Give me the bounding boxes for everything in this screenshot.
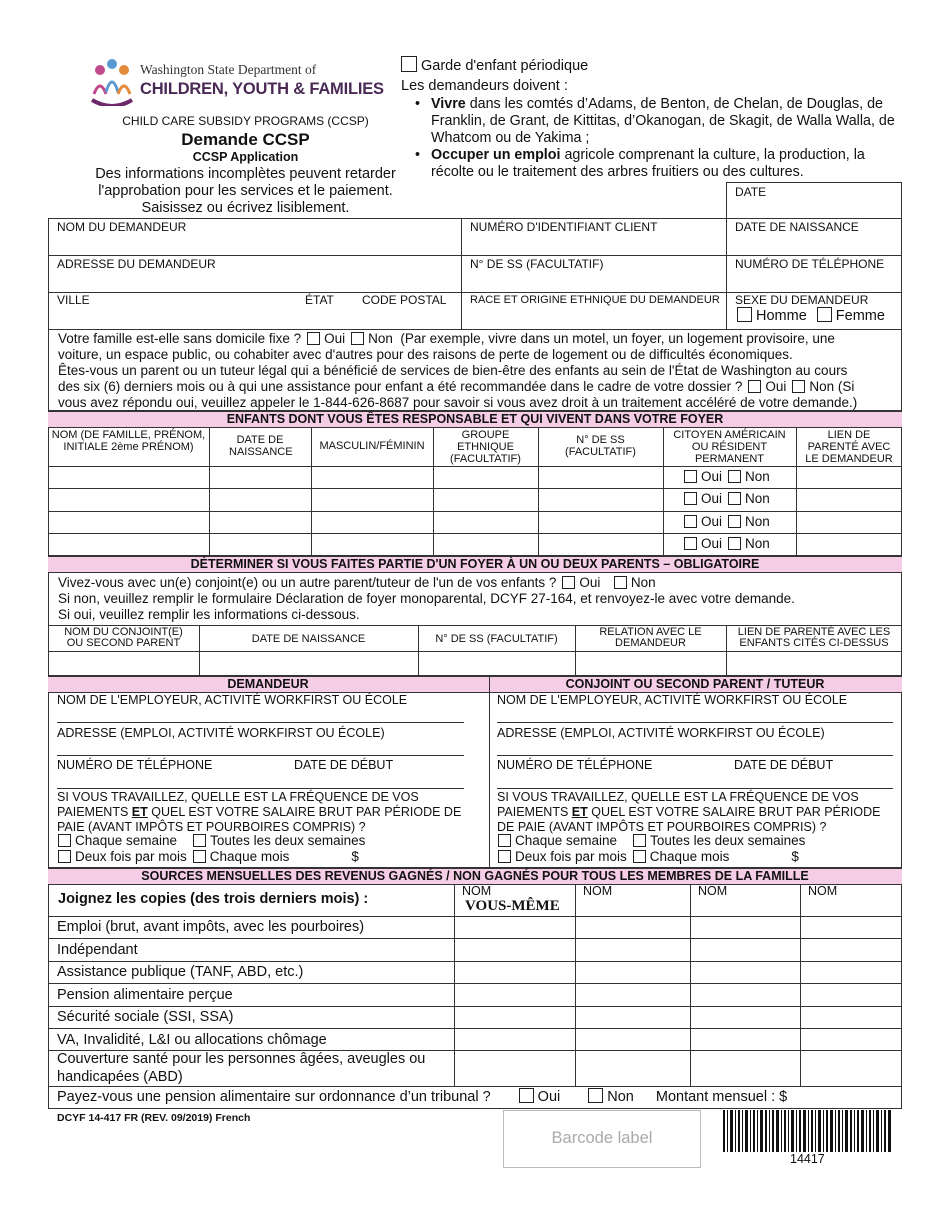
- income-row-public-assistance: Assistance publique (TANF, ABD, etc.): [57, 964, 304, 980]
- children-heading: ENFANTS DONT VOUS ÊTES RESPONSABLE ET QUI VIVENT DANS VOTRE FOYER: [48, 411, 902, 428]
- race-ethnicity-field[interactable]: RACE ET ORIGINE ETHNIQUE DU DEMANDEUR: [470, 294, 720, 306]
- spouse-name-header: NOM DU CONJOINT(E) OU SECOND PARENT: [64, 626, 183, 649]
- child-relationship-header: LIEN DE PARENTÉ AVEC LE DEMANDEUR: [805, 429, 893, 465]
- attach-copies-label: Joignez les copies (des trois derniers mois) :: [58, 891, 369, 907]
- spouse-relation-header: RELATION AVEC LE DEMANDEUR: [599, 626, 702, 649]
- citizen-no-checkbox[interactable]: [728, 470, 741, 483]
- org-line1: Washington State Department of: [140, 62, 317, 77]
- family-logo-icon: [88, 56, 136, 106]
- client-id-field[interactable]: NUMÉRO D'IDENTIFIANT CLIENT: [470, 220, 658, 234]
- citizen-yes-checkbox[interactable]: [684, 537, 697, 550]
- agency-logo: [88, 56, 384, 108]
- zip-field[interactable]: CODE POSTAL: [362, 293, 447, 307]
- applicant-name-field[interactable]: NOM DU DEMANDEUR: [57, 220, 187, 234]
- citizen-no-checkbox[interactable]: [728, 537, 741, 550]
- name-col-2-header[interactable]: NOM: [583, 884, 613, 898]
- spouse-biweekly-checkbox[interactable]: [633, 834, 646, 847]
- child-welfare-no-checkbox[interactable]: [792, 380, 805, 393]
- child-citizen-header: CITOYEN AMÉRICAIN OU RÉSIDENT PERMANENT: [673, 429, 786, 465]
- city-field[interactable]: VILLE: [57, 293, 90, 307]
- child-ethnicity-header: GROUPE ETHNIQUE (FACULTATIF): [450, 429, 521, 465]
- applicant-twice-monthly-checkbox[interactable]: [58, 850, 71, 863]
- income-row-social-security: Sécurité sociale (SSI, SSA): [57, 1009, 234, 1025]
- sex-label: SEXE DU DEMANDEUR: [735, 293, 869, 307]
- applicant-monthly-checkbox[interactable]: [193, 850, 206, 863]
- barcode-icon: [723, 1110, 893, 1152]
- state-field[interactable]: ÉTAT: [305, 293, 334, 307]
- citizen-yes-checkbox[interactable]: [684, 492, 697, 505]
- child-row-2-citizen: Oui Non: [680, 491, 770, 507]
- child-name-header: NOM (DE FAMILLE, PRÉNOM, INITIALE 2ème PRÉNOM): [51, 429, 206, 453]
- child-dob-header: DATE DE NAISSANCE: [229, 434, 293, 458]
- household-question: Vivez-vous avec un(e) conjoint(e) ou un autre parent/tuteur de l'un de vos enfants ? Oui Non Si non, veuillez remplir le formulaire Déclaration de foyer monoparental, DCYF 27-164, et renvoyez-le avec votre demande. Si oui, veuillez remplir les informations ci-dessous.: [58, 575, 795, 622]
- support-yes-checkbox[interactable]: [519, 1088, 534, 1103]
- applicant-phone-field[interactable]: NUMÉRO DE TÉLÉPHONE: [735, 257, 885, 271]
- form-id: DCYF 14-417 FR (REV. 09/2019) French: [57, 1112, 251, 1124]
- child-ssn-header: N° DE SS (FACULTATIF): [565, 434, 636, 458]
- applicant-start-date-field[interactable]: DATE DE DÉBUT: [294, 758, 394, 772]
- applicant-employer-address-field[interactable]: ADRESSE (EMPLOI, ACTIVITÉ WORKFIRST OU ÉCOLE): [57, 726, 385, 740]
- spouse-employer-address-field[interactable]: ADRESSE (EMPLOI, ACTIVITÉ WORKFIRST OU ÉCOLE): [497, 726, 825, 740]
- homeless-yes-checkbox[interactable]: [307, 332, 320, 345]
- page-subtitle: CCSP Application: [192, 150, 299, 164]
- applicant-ssn-field[interactable]: N° DE SS (FACULTATIF): [470, 257, 604, 271]
- spouse-children-relation-header: LIEN DE PARENTÉ AVEC LES ENFANTS CITÉS CI-DESSUS: [737, 626, 891, 649]
- applicant-employer-field[interactable]: NOM DE L'EMPLOYEUR, ACTIVITÉ WORKFIRST OU ÉCOLE: [57, 693, 408, 707]
- spouse-pay-question: SI VOUS TRAVAILLEZ, QUELLE EST LA FRÉQUENCE DE VOS PAIEMENTS ET QUEL EST VOTRE SALAIRE BRUT PAR PÉRIODE DE PAIE (AVANT IMPÔTS ET POURBOIRES COMPRIS) ?: [497, 790, 881, 834]
- female-checkbox[interactable]: [817, 307, 832, 322]
- child-sex-header: MASCULIN/FÉMININ: [319, 440, 425, 452]
- applicant-pay-question: SI VOUS TRAVAILLEZ, QUELLE EST LA FRÉQUENCE DE VOS PAIEMENTS ET QUEL EST VOTRE SALAIRE BRUT PAR PÉRIODE DE PAIE (AVANT IMPÔTS ET POURBOIRES COMPRIS) ?: [57, 790, 462, 834]
- income-row-employment: Emploi (brut, avant impôts, avec les pourboires): [57, 919, 365, 935]
- applicant-dob-field[interactable]: DATE DE NAISSANCE: [735, 220, 859, 234]
- child-row-1-citizen: Oui Non: [680, 469, 770, 485]
- name-col-3-header[interactable]: NOM: [698, 884, 728, 898]
- requirement-employment: • Occuper un emploi agricole comprenant la culture, la production, la récolte ou le traitement des arbres fruitiers ou des cultures.: [415, 147, 865, 180]
- page-title: Demande CCSP: [181, 130, 310, 149]
- male-checkbox[interactable]: [737, 307, 752, 322]
- child-row-4-citizen: Oui Non: [680, 536, 770, 552]
- applicants-must: Les demandeurs doivent :: [401, 78, 568, 94]
- seasonal-requirements: [415, 96, 895, 181]
- income-row-child-support: Pension alimentaire perçue: [57, 987, 233, 1003]
- date-field[interactable]: DATE: [726, 182, 902, 219]
- barcode-label-box: Barcode label: [503, 1110, 701, 1168]
- barcode-number: 14417: [790, 1152, 825, 1166]
- spouse-work-phone-field[interactable]: NUMÉRO DE TÉLÉPHONE: [497, 758, 653, 772]
- spouse-start-date-field[interactable]: DATE DE DÉBUT: [734, 758, 834, 772]
- income-row-abd: Couverture santé pour les personnes âgées, aveugles ou handicapées (ABD): [57, 1051, 426, 1085]
- household-heading: DÉTERMINER SI VOUS FAITES PARTIE D'UN FOYER À UN OU DEUX PARENTS – OBLIGATOIRE: [48, 556, 902, 573]
- spouse-yes-checkbox[interactable]: [562, 576, 575, 589]
- spouse-monthly-checkbox[interactable]: [633, 850, 646, 863]
- spouse-ssn-header: N° DE SS (FACULTATIF): [435, 633, 558, 645]
- applicant-address-field[interactable]: ADRESSE DU DEMANDEUR: [57, 257, 216, 271]
- court-ordered-support-question: Payez-vous une pension alimentaire sur ordonnance d’un tribunal ? Oui Non Montant mensuel : $: [57, 1089, 788, 1105]
- seasonal-care-checkbox[interactable]: [401, 56, 417, 72]
- income-row-self-employed: Indépendant: [57, 942, 138, 958]
- applicant-pay-frequency: Chaque semaine Toutes les deux semaines Deux fois par mois Chaque mois $: [54, 833, 365, 865]
- name-col-4-header[interactable]: NOM: [808, 884, 838, 898]
- applicant-biweekly-checkbox[interactable]: [193, 834, 206, 847]
- homeless-question: Votre famille est-elle sans domicile fixe ? Oui Non (Par exemple, vivre dans un motel, un foyer, un logement provisoire, une voiture, un espace public, ou cohabiter avec d'autres pour des raisons de perte de logement ou de difficultés économiques. Êtes-vous un parent ou un tuteur légal qui a bénéficié de services de bien-être des enfants au sein de l'État de Washington au cours des six (6) derniers mois ou à qui une assistance pour enfant a été recommandée dans le cadre de votre dossier ? Oui Non (Si vous avez répondu oui, veuillez appeler le 1-844-626-8687 pour savoir si vous avez droit à un traitement accéléré de votre demande.): [58, 331, 858, 410]
- citizen-no-checkbox[interactable]: [728, 515, 741, 528]
- income-row-disability: VA, Invalidité, L&I ou allocations chômage: [57, 1032, 327, 1048]
- spouse-no-checkbox[interactable]: [614, 576, 627, 589]
- self-column-label: VOUS-MÊME: [465, 898, 560, 914]
- spouse-employment-heading: CONJOINT OU SECOND PARENT / TUTEUR: [488, 676, 902, 693]
- seasonal-care-option[interactable]: Garde d'enfant périodique: [401, 56, 588, 75]
- applicant-employment-heading: DEMANDEUR: [48, 676, 489, 693]
- child-row-3-citizen: Oui Non: [680, 514, 770, 530]
- citizen-no-checkbox[interactable]: [728, 492, 741, 505]
- org-line2: CHILDREN, YOUTH & FAMILIES: [140, 80, 384, 98]
- notice: Des informations incomplètes peuvent retarder l'approbation pour les services et le paiement. Saisissez ou écrivez lisiblement.: [95, 166, 396, 216]
- requirement-residence: • Vivre dans les comtés d’Adams, de Benton, de Chelan, de Douglas, de Franklin, de Grant, de Kittitas, d’Okanogan, de Skagit, de Walla Walla, de Whatcom ou de Yakima ;: [415, 96, 895, 146]
- spouse-pay-frequency: Chaque semaine Toutes les deux semaines Deux fois par mois Chaque mois $: [494, 833, 805, 865]
- applicant-work-phone-field[interactable]: NUMÉRO DE TÉLÉPHONE: [57, 758, 213, 772]
- spouse-weekly-checkbox[interactable]: [498, 834, 511, 847]
- spouse-dob-header: DATE DE NAISSANCE: [251, 633, 366, 645]
- sex-options: Homme Femme: [733, 307, 885, 324]
- citizen-yes-checkbox[interactable]: [684, 515, 697, 528]
- spouse-twice-monthly-checkbox[interactable]: [498, 850, 511, 863]
- program-name: CHILD CARE SUBSIDY PROGRAMS (CCSP): [122, 114, 369, 128]
- income-heading: SOURCES MENSUELLES DES REVENUS GAGNÉS / NON GAGNÉS POUR TOUS LES MEMBRES DE LA FAMILLE: [48, 868, 902, 885]
- applicant-weekly-checkbox[interactable]: [58, 834, 71, 847]
- name-col-1-header: NOM: [462, 884, 492, 898]
- homeless-no-checkbox[interactable]: [351, 332, 364, 345]
- support-no-checkbox[interactable]: [588, 1088, 603, 1103]
- citizen-yes-checkbox[interactable]: [684, 470, 697, 483]
- spouse-employer-field[interactable]: NOM DE L'EMPLOYEUR, ACTIVITÉ WORKFIRST OU ÉCOLE: [497, 693, 848, 707]
- child-welfare-yes-checkbox[interactable]: [748, 380, 761, 393]
